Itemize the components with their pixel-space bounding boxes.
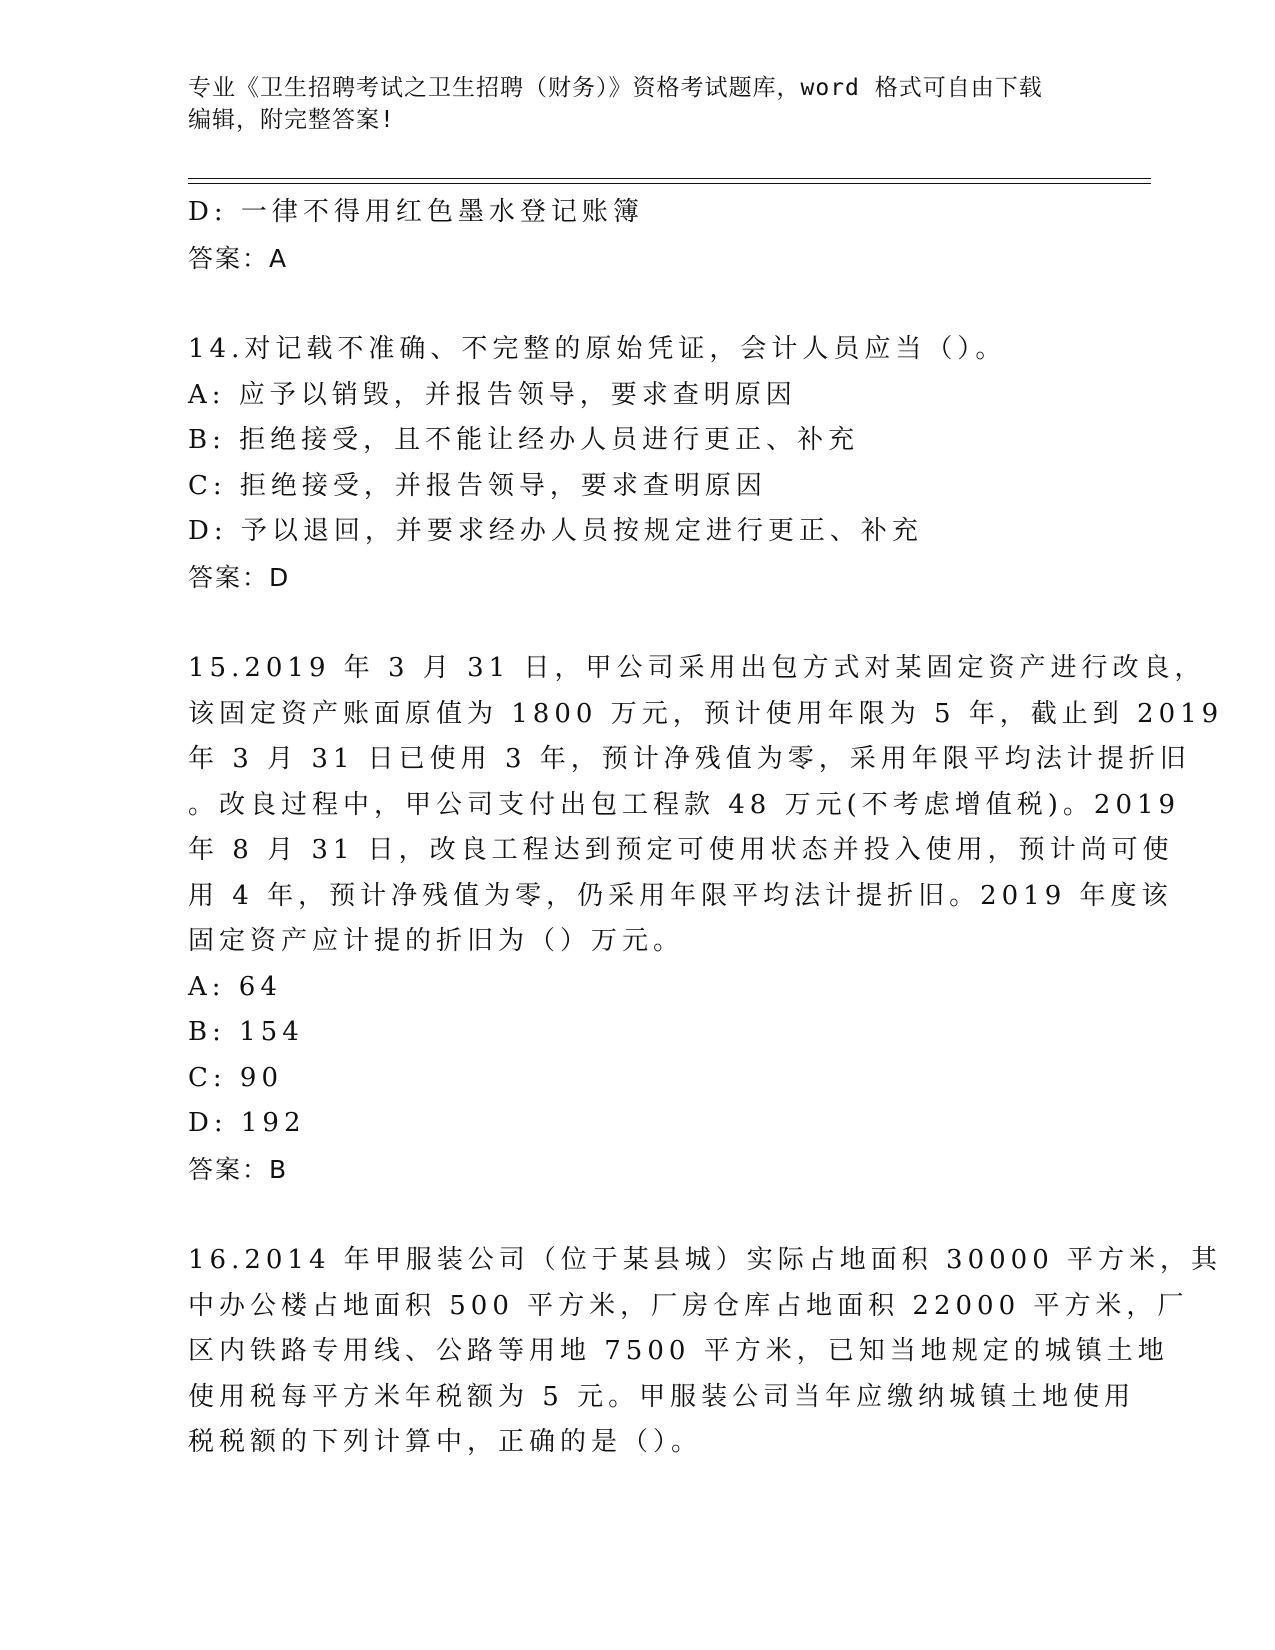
option-d: D: 192 xyxy=(188,1108,306,1138)
question-stem-line: 15.2019 年 3 月 31 日，甲公司采用出包方式对某固定资产进行改良， xyxy=(188,653,1206,683)
spacer xyxy=(188,600,1088,646)
question-stem-line: 中办公楼占地面积 500 平方米，厂房仓库占地面积 22000 平方米，厂 xyxy=(188,1290,1189,1321)
option-d: D: 一律不得用红色墨水登记账簿 xyxy=(188,197,644,227)
question-13 xyxy=(188,190,1088,281)
header-line-2: 编辑，附完整答案! xyxy=(188,107,395,133)
question-stem-line: 16.2014 年甲服装公司（位于某县城）实际占地面积 30000 平方米，其 xyxy=(188,1245,1223,1275)
question-stem-line: 。改良过程中，甲公司支付出包工程款 48 万元(不考虑增值税)。2019 xyxy=(188,789,1181,820)
question-stem-line: 年 8 月 31 日，改良工程达到预定可使用状态并投入使用，预计尚可使 xyxy=(188,835,1174,865)
answer: 答案：A xyxy=(188,243,289,273)
page-header xyxy=(188,72,1088,136)
question-stem-line: 该固定资产账面原值为 1800 万元，预计使用年限为 5 年，截止到 2019 xyxy=(188,698,1224,729)
option-a: A: 64 xyxy=(188,971,282,1002)
option-d: D: 予以退回，并要求经办人员按规定进行更正、补充 xyxy=(188,516,923,546)
question-stem-line: 年 3 月 31 日已使用 3 年，预计净残值为零，采用年限平均法计提折旧 xyxy=(188,744,1191,774)
question-stem-line: 税税额的下列计算中，正确的是（）。 xyxy=(188,1427,703,1457)
answer: 答案：D xyxy=(188,562,291,592)
question-stem-line: 固定资产应计提的折旧为（）万元。 xyxy=(188,926,685,956)
question-14 xyxy=(188,327,1088,600)
header-divider-bottom xyxy=(188,183,1151,184)
header-divider-top xyxy=(188,178,1151,179)
option-b: B: 拒绝接受，且不能让经办人员进行更正、补充 xyxy=(188,425,860,455)
question-15 xyxy=(188,646,1224,1192)
question-stem: 14.对记载不准确、不完整的原始凭证，会计人员应当（）。 xyxy=(188,334,1007,364)
header-line-1: 专业《卫生招聘考试之卫生招聘（财务）》资格考试题库，word 格式可自由下载 xyxy=(188,75,1043,101)
question-stem-line: 区内铁路专用线、公路等用地 7500 平方米，已知当地规定的城镇土地 xyxy=(188,1336,1169,1366)
spacer xyxy=(188,1192,1088,1238)
option-c: C: 90 xyxy=(188,1062,284,1093)
question-stem-line: 使用税每平方米年税额为 5 元。甲服装公司当年应缴纳城镇土地使用 xyxy=(188,1381,1136,1412)
spacer xyxy=(188,281,1088,327)
option-c: C: 拒绝接受，并报告领导，要求查明原因 xyxy=(188,470,767,501)
answer: 答案：B xyxy=(188,1154,289,1184)
question-16 xyxy=(188,1238,1223,1466)
option-a: A: 应予以销毁，并报告领导，要求查明原因 xyxy=(188,379,797,410)
question-stem-line: 用 4 年，预计净残值为零，仍采用年限平均法计提折旧。2019 年度该 xyxy=(188,880,1173,911)
option-b: B: 154 xyxy=(188,1017,304,1047)
question-content xyxy=(188,190,1224,1466)
